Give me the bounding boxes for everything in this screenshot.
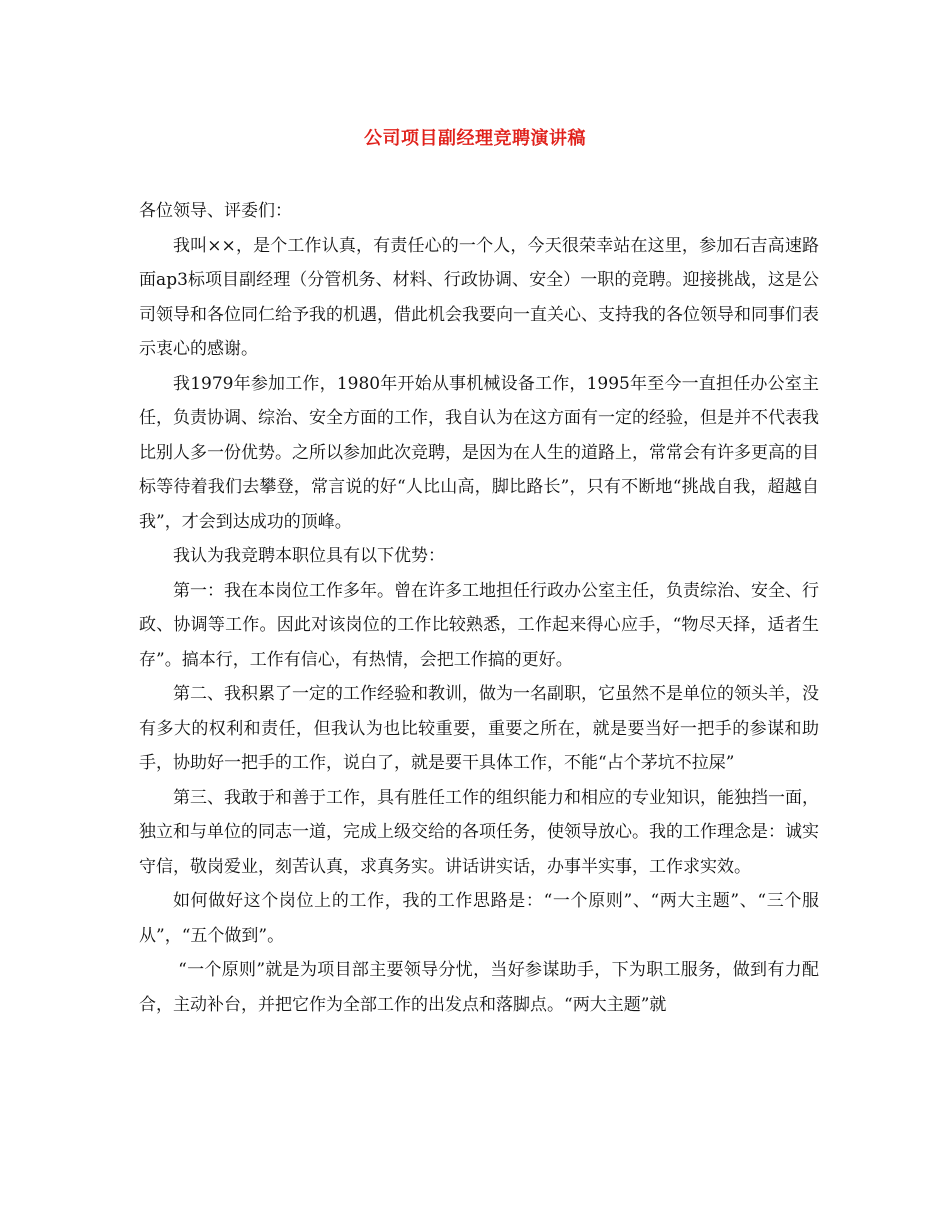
paragraph-one-principle: “一个原则”就是为项目部主要领导分忧，当好参谋助手，下为职工服务，做到有力配合，主动补台，并把它作为全部工作的出发点和落脚点。“两大主题”就 <box>139 960 819 1015</box>
paragraph-introduction: 我叫××，是个工作认真，有责任心的一个人，今天很荣幸站在这里，参加石吉高速路面ap3标项目副经理（分管机务、材料、行政协调、安全）一职的竞聘。迎接挑战，这是公司领导和各位同仁给予我的机遇，借此机会我要向一直关心、支持我的各位领导和同事们表示衷心的感谢。 <box>139 235 819 359</box>
paragraph-experience: 我1979年参加工作，1980年开始从事机械设备工作，1995年至今一直担任办公室主任，负责协调、综治、安全方面的工作，我自认为在这方面有一定的经验，但是并不代表我比别人多一份优势。之所以参加此次竞聘，是因为在人生的道路上，常常会有许多更高的目标等待着我们去攀登，常言说的好“人比山高，脚比路长”，只有不断地“挑战自我，超越自我”，才会到达成功的顶峰。 <box>139 373 819 532</box>
paragraph-advantages-heading: 我认为我竞聘本职位具有以下优势： <box>173 546 445 566</box>
salutation: 各位领导、评委们： <box>139 201 292 221</box>
paragraph-advantage-second: 第二、我积累了一定的工作经验和教训，做为一名副职，它虽然不是单位的领头羊，没有多大的权利和责任，但我认为也比较重要，重要之所在，就是要当好一把手的参谋和助手，协助好一把手的工作，说白了，就是要干具体工作，不能“占个茅坑不拉屎” <box>139 684 819 773</box>
paragraph-advantage-third: 第三、我敢于和善于工作，具有胜任工作的组织能力和相应的专业知识，能独挡一面，独立和与单位的同志一道，完成上级交给的各项任务，使领导放心。我的工作理念是：诚实守信，敬岗爱业，刻苦认真，求真务实。讲话讲实话，办事半实事，工作求实效。 <box>139 787 819 877</box>
paragraph-work-approach: 如何做好这个岗位上的工作，我的工作思路是：“一个原则”、“两大主题”、“三个服从”，“五个做到”。 <box>139 891 819 946</box>
paragraph-advantage-first: 第一：我在本岗位工作多年。曾在许多工地担任行政办公室主任，负责综治、安全、行政、协调等工作。因此对该岗位的工作比较熟悉，工作起来得心应手，“物尽天择，适者生存”。搞本行，工作有信心，有热情，会把工作搞的更好。 <box>139 580 819 670</box>
document-title: 公司项目副经理竞聘演讲稿 <box>364 128 586 149</box>
document-body <box>139 194 819 1022</box>
